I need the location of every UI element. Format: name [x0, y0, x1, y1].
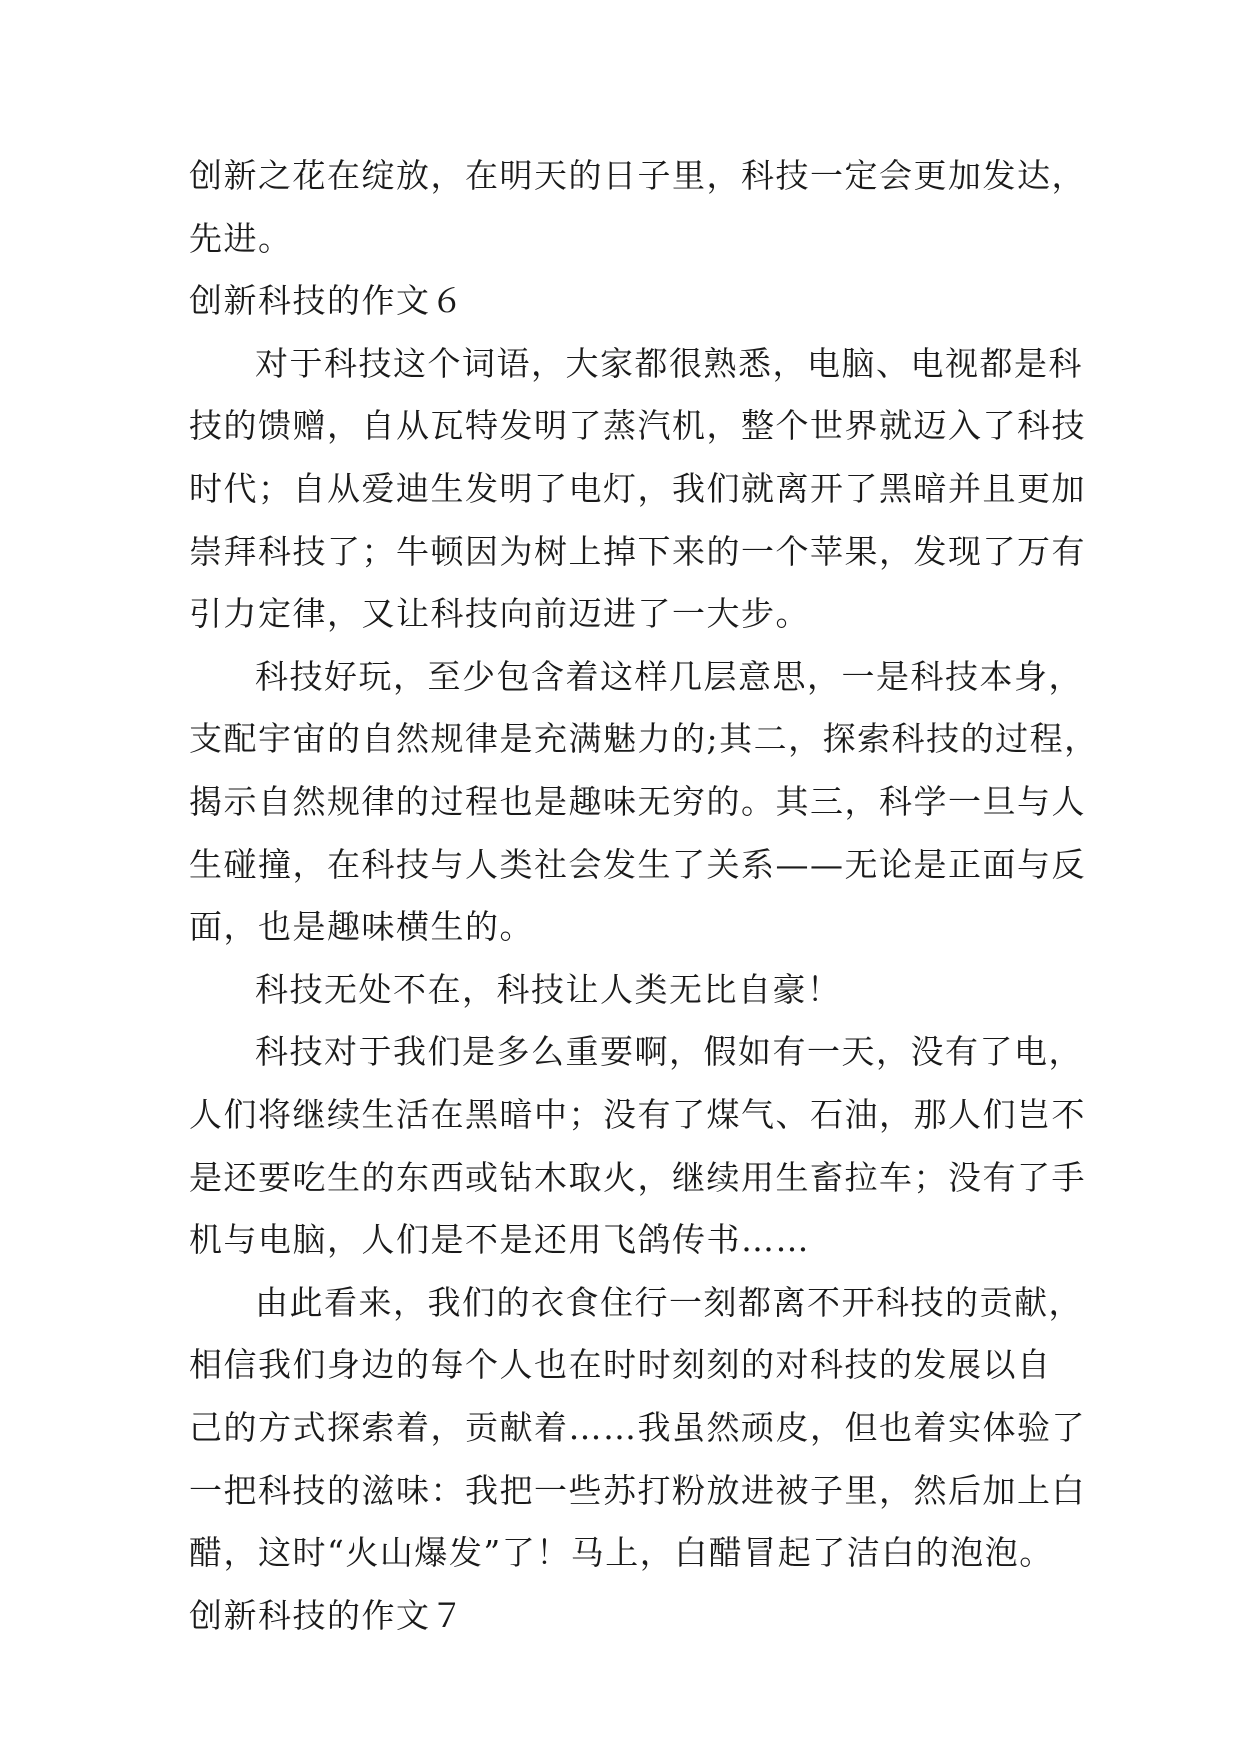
- paragraph-line: 己的方式探索着，贡献着……我虽然顽皮，但也着实体验了: [189, 1408, 1086, 1447]
- paragraph-line: 生碰撞，在科技与人类社会发生了关系——无论是正面与反: [189, 845, 1086, 884]
- section-heading: 创新科技的作文６: [189, 281, 465, 320]
- paragraph-line: 先进。: [189, 219, 293, 258]
- paragraph-line: 相信我们身边的每个人也在时时刻刻的对科技的发展以自: [189, 1345, 1052, 1384]
- paragraph-line: 机与电脑，人们是不是还用飞鸽传书……: [189, 1220, 810, 1259]
- paragraph-line: 对于科技这个词语，大家都很熟悉，电脑、电视都是科: [255, 344, 1083, 383]
- paragraph-line: 崇拜科技了；牛顿因为树上掉下来的一个苹果，发现了万有: [189, 532, 1086, 571]
- paragraph-line: 醋，这时“火山爆发”了！马上，白醋冒起了洁白的泡泡。: [189, 1533, 1054, 1572]
- paragraph-line: 创新之花在绽放，在明天的日子里，科技一定会更加发达，: [189, 156, 1086, 195]
- paragraph-line: 支配宇宙的自然规律是充满魅力的;其二，探索科技的过程，: [189, 719, 1099, 758]
- paragraph-line: 时代；自从爱迪生发明了电灯，我们就离开了黑暗并且更加: [189, 469, 1086, 508]
- paragraph-line: 面，也是趣味横生的。: [189, 907, 534, 946]
- paragraph-line: 人们将继续生活在黑暗中；没有了煤气、石油，那人们岂不: [189, 1095, 1086, 1134]
- paragraph-line: 一把科技的滋味：我把一些苏打粉放进被子里，然后加上白: [189, 1471, 1086, 1510]
- paragraph-line: 是还要吃生的东西或钻木取火，继续用生畜拉车；没有了手: [189, 1158, 1086, 1197]
- paragraph-line: 揭示自然规律的过程也是趣味无穷的。其三，科学一旦与人: [189, 782, 1086, 821]
- paragraph-line: 科技无处不在，科技让人类无比自豪！: [255, 970, 842, 1009]
- paragraph-line: 科技对于我们是多么重要啊，假如有一天，没有了电，: [255, 1032, 1083, 1071]
- paragraph-line: 科技好玩，至少包含着这样几层意思，一是科技本身，: [255, 657, 1083, 696]
- paragraph-line: 引力定律，又让科技向前迈进了一大步。: [189, 594, 810, 633]
- paragraph-line: 由此看来，我们的衣食住行一刻都离不开科技的贡献，: [255, 1283, 1083, 1322]
- paragraph-line: 技的馈赠，自从瓦特发明了蒸汽机，整个世界就迈入了科技: [189, 406, 1086, 445]
- section-heading: 创新科技的作文７: [189, 1596, 465, 1635]
